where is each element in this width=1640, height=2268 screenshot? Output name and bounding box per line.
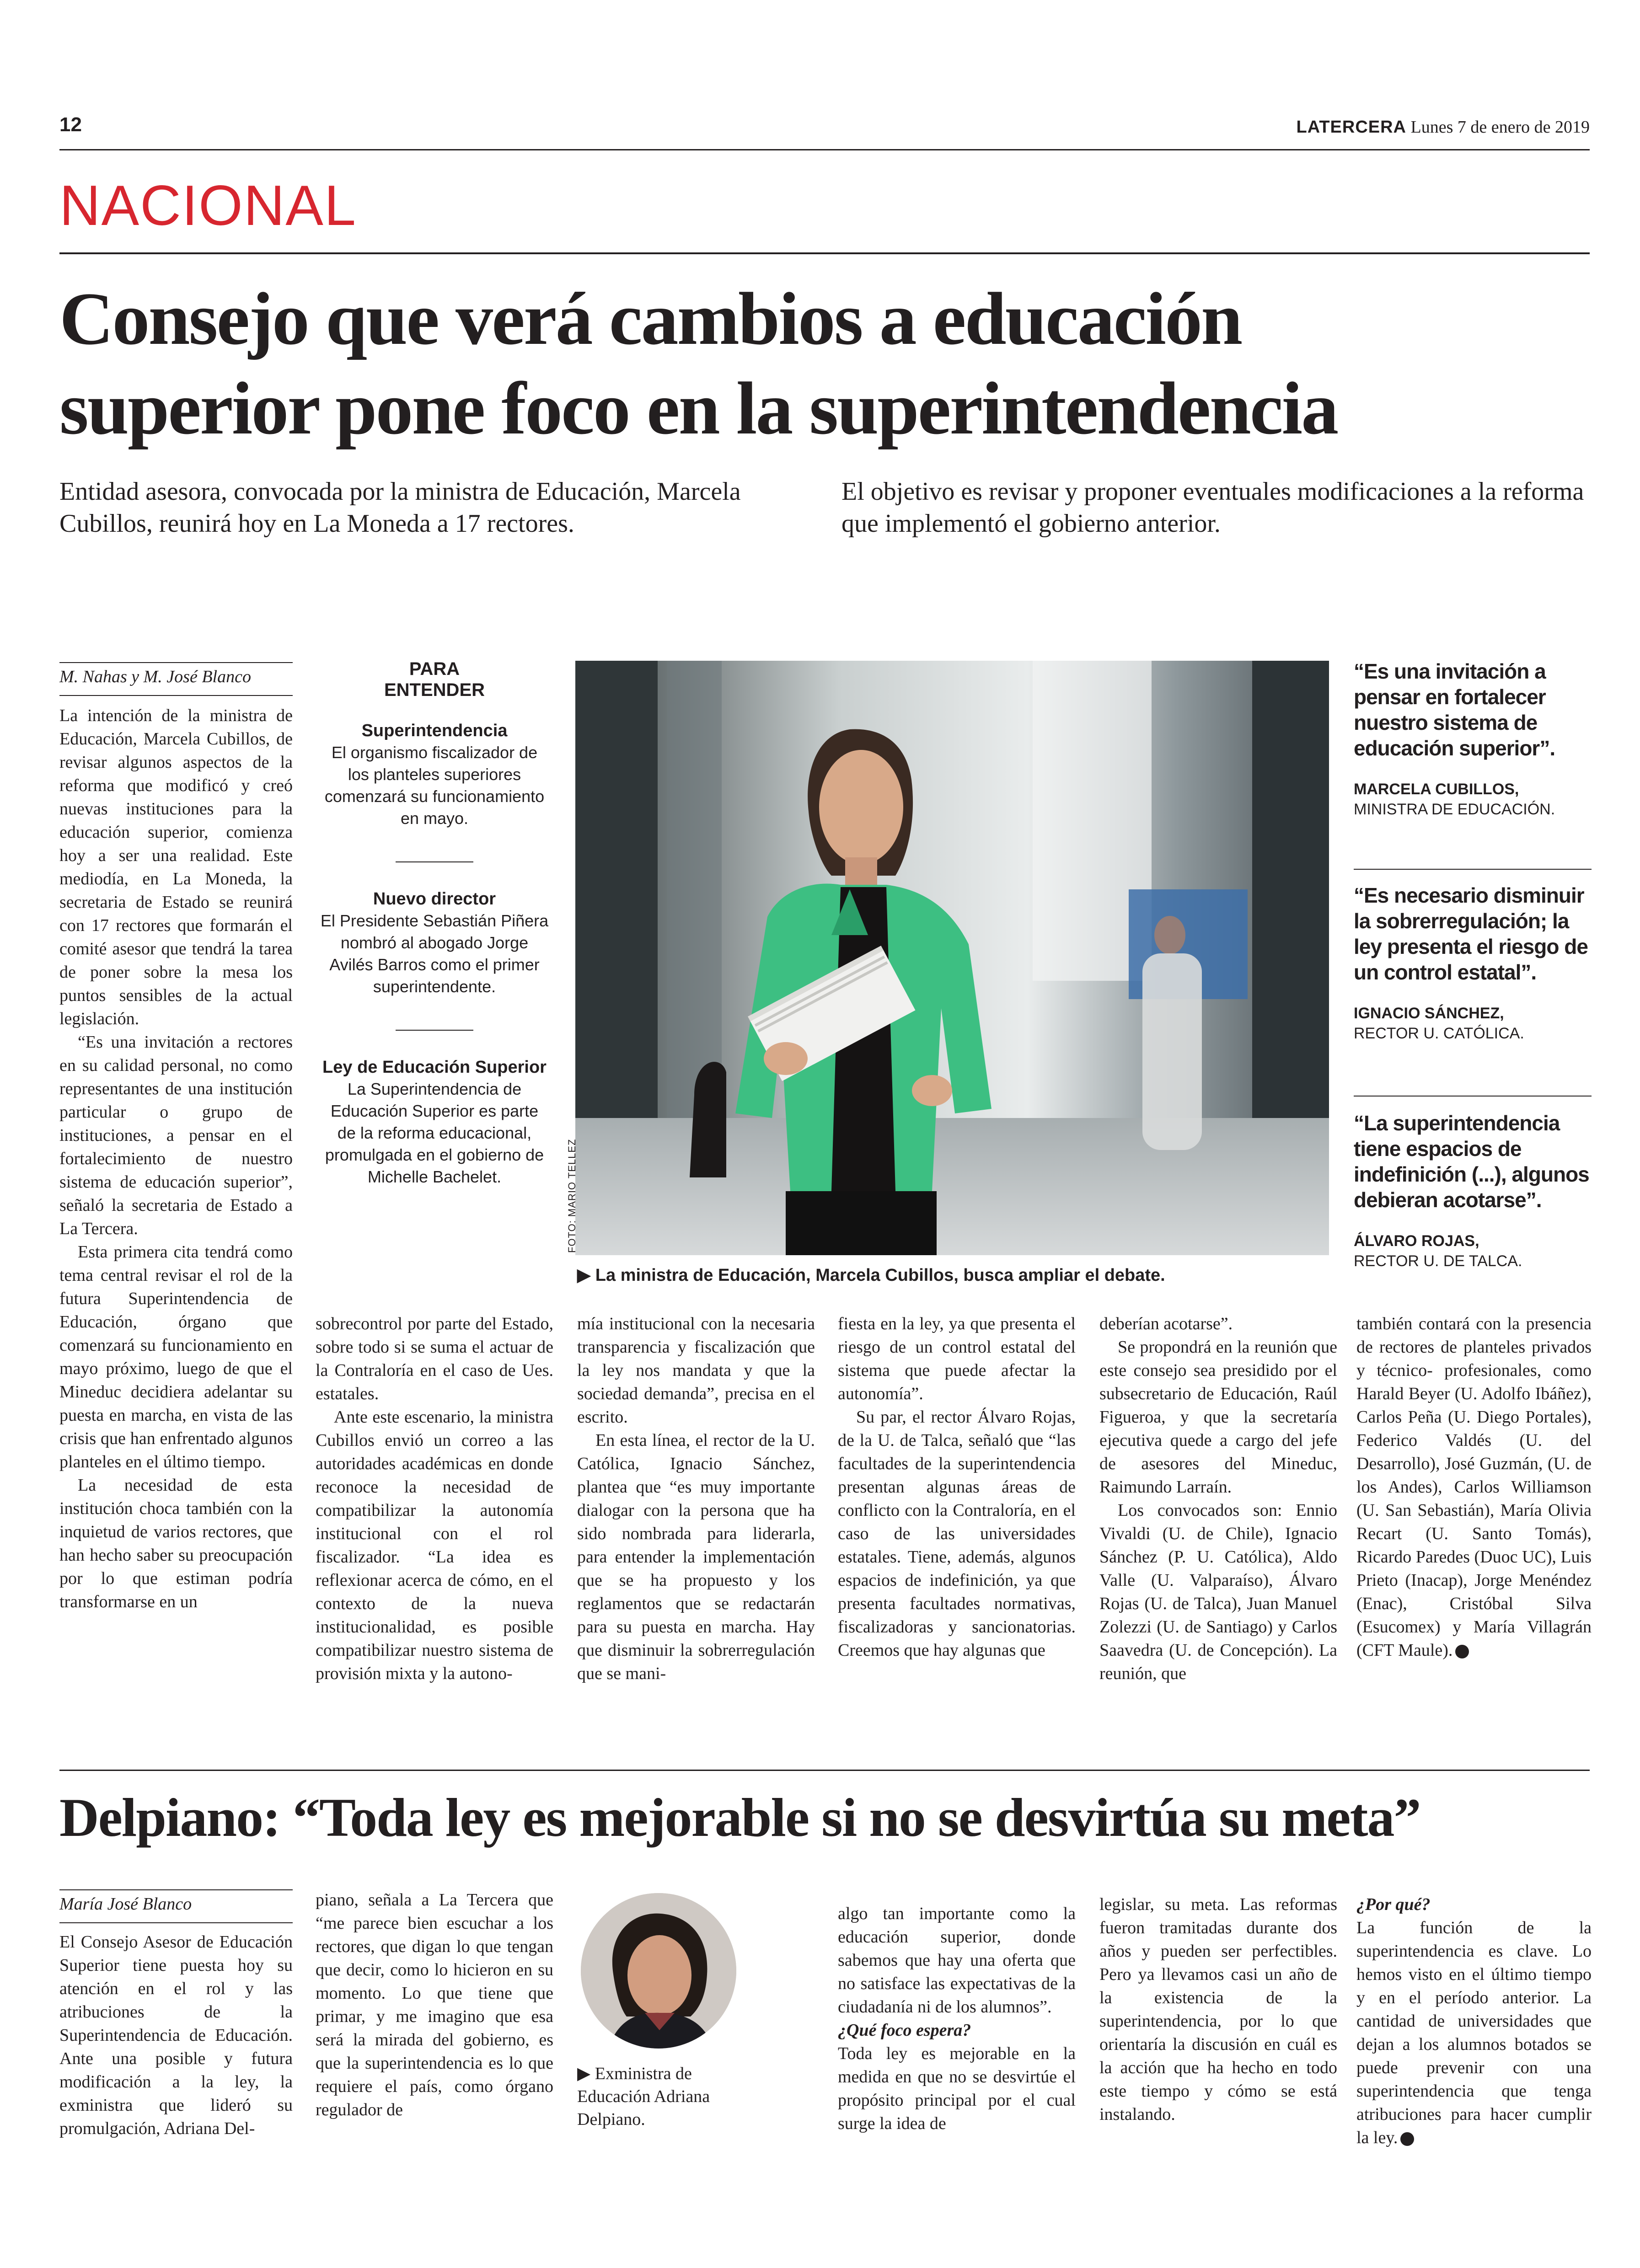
paragraph: Toda ley es mejorable en la medida en que no se desvirtúe el propósito principal por el cual surge la idea de [838,2044,1076,2133]
subhead-por-que: ¿Por qué? [1356,1895,1431,1914]
quote-role: RECTOR U. CATÓLICA. [1354,1025,1524,1042]
page-number: 12 [59,113,82,136]
article2-column-3 [838,1902,1076,2135]
paragraph [1356,1312,1592,1662]
end-mark-icon [1400,2132,1414,2146]
article2-byline: María José Blanco [59,1894,192,1914]
article2-headline: Delpiano: “Toda ley es mejorable si no se desvirtúa su meta” [59,1787,1420,1848]
byline-rule-bottom [59,695,293,696]
quote-attribution [1354,1231,1592,1271]
portrait-caption [577,2062,751,2131]
quote-attribution [1354,1003,1592,1043]
byline2-rule-top [59,1889,293,1890]
paragraph: mía institucional con la necesaria transparencia y fiscalización que la ley nos mandata y que la sociedad demanda”, precisa en el escrito. [577,1314,815,1427]
item-text: El organismo fiscalizador de los planteles superiores comenzará su funcionamiento en mayo. [324,743,545,828]
article-column-2 [316,1312,553,1685]
quote-text: “Es una invitación a pensar en fortalecer nuestro sistema de educación superior”. [1354,659,1555,760]
portrait-caption-text: Exministra de Educación Adriana Delpiano. [577,2064,710,2129]
main-photo [575,661,1329,1255]
paragraph-text: La función de la superintendencia es clave. Lo hemos visto en el último tiempo y en el período anterior. La cantidad de universidades que dejan a los alumnos botados se puede prevenir con una superintendencia que tenga atribuciones para hacer cumplir la ley. [1356,1918,1592,2147]
issue-date: Lunes 7 de enero de 2019 [1410,118,1590,137]
para-entender-box [316,658,553,1188]
portrait-illustration [581,1893,736,2049]
item-heading: Ley de Educación Superior [322,1058,547,1077]
pull-quote-3 [1354,1110,1592,1271]
caption-arrow-icon: ▶ [577,1266,591,1285]
item-heading: Nuevo director [373,889,496,909]
quote-name: MARCELA CUBILLOS, [1354,781,1519,798]
byline2-rule-bottom [59,1922,293,1923]
paragraph: Ante este escenario, la ministra Cubillos envió un correo a las autoridades académicas en donde reconoce la necesidad de compatibilizar la autonomía institucional con el rol fiscalizador. “La idea es reflexionar acerca de cómo, en el contexto de la nueva institucionalidad, es posible compatibilizar nuestro sistema de provisión mixta y la autono- [316,1407,553,1683]
item-heading: Superintendencia [361,721,508,740]
item-text: El Presidente Sebastián Piñera nombró al abogado Jorge Avilés Barros como el primer superintendente. [320,911,549,996]
deck-right: El objetivo es revisar y proponer eventuales modificaciones a la reforma que implementó el gobierno anterior. [841,477,1584,538]
item-divider [396,861,473,862]
pull-quote-2 [1354,883,1592,1043]
article-column-5 [1099,1312,1337,1685]
photo-credit: FOTO: MARIO TELLEZ [566,1139,578,1253]
headline-line-1: Consejo que verá cambios a educación [59,278,1242,360]
paragraph: Se propondrá en la reunión que este consejo sea presidido por el subsecretario de Educación, Raúl Figueroa, y que la secretaría ejecutiva quede a cargo del jefe de asesores del Mineduc, Raimundo Larraín. [1099,1337,1337,1497]
publication-name: LATERCERA [1296,118,1406,137]
article2-column-1 [59,1931,293,2140]
para-entender-item [316,720,553,829]
para-entender-title [316,658,553,701]
paragraph: La intención de la ministra de Educación, Marcela Cubillos, de revisar algunos aspectos de la reforma que modificó y creó nuevas instituciones para la educación superior, comienza hoy a ser una realidad. Este mediodía, en La Moneda, la secretaria de Estado se reunirá con 17 rectores que formarán el comité asesor que tendrá la tarea de poner sobre la mesa los puntos sensibles de la actual legislación. [59,706,293,1028]
article2-column-4 [1099,1893,1337,2126]
deck-left: Entidad asesora, convocada por la ministra de Educación, Marcela Cubillos, reunirá hoy en La Moneda a 17 rectores. [59,477,741,538]
headline-line-2: superior pone foco en la superintendencia [59,367,1338,450]
section-rule [59,252,1590,254]
subhead-que-foco: ¿Qué foco espera? [838,2021,971,2040]
item-text: La Superintendencia de Educación Superior es parte de la reforma educacional, promulgada en el gobierno de Michelle Bachelet. [325,1080,544,1186]
quote-attribution [1354,779,1592,819]
end-mark-icon [1455,1645,1469,1658]
quote-name: ÁLVARO ROJAS, [1354,1232,1479,1250]
quote-role: RECTOR U. DE TALCA. [1354,1252,1522,1270]
masthead [1296,117,1590,137]
paragraph: La necesidad de esta institución choca también con la inquietud de varios rectores, que han hecho saber su preocupación por lo que estiman podría transformarse en un [59,1476,293,1611]
header-rule [59,149,1590,150]
paragraph: algo tan importante como la educación superior, donde sabemos que hay una oferta que no satisface las expectativas de la ciudadanía ni de los alumnos”. [838,1904,1076,2017]
quote-divider [1354,1096,1592,1097]
article2-column-5 [1356,1893,1592,2150]
paragraph: El Consejo Asesor de Educación Superior tiene puesta hoy su atención en el rol y las atribuciones de la Superintendencia de Educación. Ante una posible y futura modificación a la ley, la exministra que lideró su promulgación, Adriana Del- [59,1932,293,2138]
paragraph: fiesta en la ley, ya que presenta el riesgo de un control estatal del sistema que puede afectar la autonomía”. [838,1314,1076,1403]
paragraph: Los convocados son: Ennio Vivaldi (U. de Chile), Ignacio Sánchez (P. U. Católica), Aldo Valle (U. Valparaíso), Álvaro Rojas (U. de Talca), Juan Manuel Zolezzi (U. de Santiago) y Carlos Saavedra (U. de Concepción). La reunión, que [1099,1501,1337,1683]
caption-arrow-icon: ▶ [577,2064,591,2083]
article-column-1 [59,704,293,1614]
article2-top-rule [59,1770,1590,1771]
headline [59,274,1337,454]
photo-caption [577,1265,1165,1285]
paragraph: sobrecontrol por parte del Estado, sobre todo si se suma el actuar de la Contraloría en el caso de Ues. estatales. [316,1314,553,1403]
byline-rule-top [59,662,293,663]
quote-role: MINISTRA DE EDUCACIÓN. [1354,801,1555,818]
quote-divider [1354,869,1592,870]
paragraph: En esta línea, el rector de la U. Católica, Ignacio Sánchez, plantea que “es muy importante dialogar con la persona que ha sido nombrada para liderarla, para entender la implementación que se ha propuesto y los reglamentos que se redactarán para su puesta en marcha. Hay que disminuir la sobrerregulación que se mani- [577,1431,815,1683]
article-column-3 [577,1312,815,1685]
delpiano-portrait [581,1893,736,2049]
para-entender-item [316,888,553,998]
photo-illustration [575,661,1329,1255]
article-column-4 [838,1312,1076,1662]
paragraph: Su par, el rector Álvaro Rojas, de la U. de Talca, señaló que “las facultades de la superintendencia presentan algunas áreas de conflicto con la Contraloría, en el caso de las universidades estatales. Tiene, además, algunos espacios de indefinición, ya que presenta facultades normativas, fiscalizadoras y sancionatorias. Creemos que hay algunas que [838,1407,1076,1660]
section-title: NACIONAL [59,174,357,237]
article2-column-2 [316,1888,553,2122]
quote-text: “La superintendencia tiene espacios de indefinición (...), algunos debieran acotarse”. [1354,1111,1589,1212]
caption-text: La ministra de Educación, Marcela Cubillos, busca ampliar el debate. [595,1266,1165,1285]
para-entender-title-line-2: ENTENDER [384,680,485,700]
paragraph: Esta primera cita tendrá como tema central revisar el rol de la futura Superintendencia de Educación, órgano que comenzará su funcionamiento en mayo próximo, luego de que el Mineduc decidiera adelantar su puesta en marcha, en vista de las crisis que han enfrentado algunos planteles en el último tiempo. [59,1242,293,1471]
article-column-6 [1356,1312,1592,1662]
paragraph [1356,1916,1592,2150]
paragraph: legislar, su meta. Las reformas fueron tramitadas durante dos años y pueden ser perfectibles. Pero ya llevamos casi un año de la existencia de la superintendencia, por lo que orientaría la discusión en cuál es la acción que ha hecho en todo este tiempo y cómo se está instalando. [1099,1895,1337,2124]
paragraph: “Es una invitación a rectores en su calidad personal, no como representantes de una institución particular o grupo de instituciones, a pensar en el fortalecimiento de nuestro sistema de educación superior”, señaló la secretaria de Estado a La Tercera. [59,1032,293,1238]
byline: M. Nahas y M. José Blanco [59,667,251,686]
paragraph-text: también contará con la presencia de rectores de planteles privados y técnico- profesionales, como Harald Beyer (U. Adolfo Ibáñez), Carlos Peña (U. Diego Portales), Federico Valdés (U. del Desarrollo), José Guzmán, (U. de los Andes), Carlos Williamson (U. San Sebastián), María Olivia Recart (U. Santo Tomás), Ricardo Paredes (Duoc UC), Luis Prieto (Inacap), Jorge Menéndez (Enac), Cristóbal Silva (Esucomex) y María Villagrán (CFT Maule). [1356,1314,1592,1660]
paragraph: deberían acotarse”. [1099,1314,1233,1333]
item-divider [396,1030,473,1031]
paragraph: piano, señala a La Tercera que “me parece bien escuchar a los rectores, que digan lo que tengan que decir, como lo hicieron en su momento. Lo que tiene que primar, y me imagino que esa será la mirada del gobierno, es que la superintendencia es lo que requiere el país, como órgano regulador de [316,1890,553,2119]
pull-quote-1 [1354,658,1592,819]
para-entender-title-line-1: PARA [409,659,460,679]
para-entender-item [316,1056,553,1188]
quote-text: “Es necesario disminuir la sobrerregulación; la ley presenta el riesgo de un control estatal”. [1354,883,1588,984]
quote-name: IGNACIO SÁNCHEZ, [1354,1005,1504,1022]
